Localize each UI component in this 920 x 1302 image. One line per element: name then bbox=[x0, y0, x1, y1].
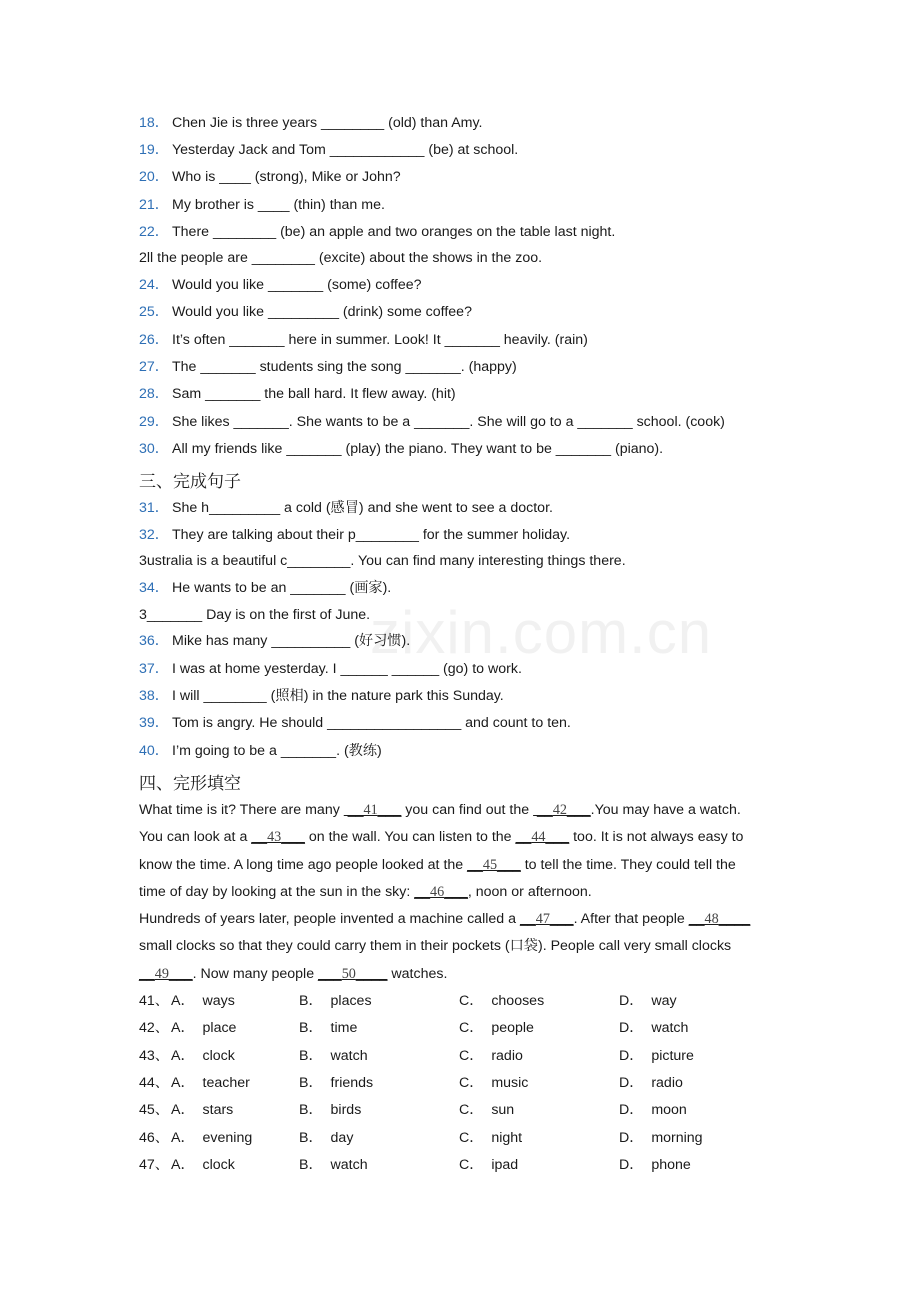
question-20: 20． Who is ____ (strong), Mike or John? bbox=[139, 169, 401, 185]
question-19: 19． Yesterday Jack and Tom ____________ (be) at school. bbox=[139, 142, 519, 158]
section-3-title: 三、完成句子 bbox=[139, 472, 241, 492]
question-30: 30． All my friends like _______ (play) the piano. They want to be _______ (piano). bbox=[139, 441, 664, 457]
question-35: 3_______ Day is on the first of June. bbox=[139, 607, 371, 623]
question-34: 34． He wants to be an _______ (画家). bbox=[139, 580, 392, 596]
question-40: 40． I’m going to be a _______. (教练) bbox=[139, 743, 382, 759]
option-row-47: 47、 A． clock B． watch C． ipad D． phone bbox=[139, 1157, 691, 1173]
question-24: 24． Would you like _______ (some) coffee? bbox=[139, 277, 422, 293]
question-37: 37． I was at home yesterday. I ______ ______ (go) to work. bbox=[139, 661, 522, 677]
question-26: 26． It’s often _______ here in summer. Look! It _______ heavily. (rain) bbox=[139, 332, 588, 348]
section-4-title: 四、完形填空 bbox=[139, 774, 241, 794]
option-row-43: 43、 A． clock B． watch C． radio D． picture bbox=[139, 1048, 694, 1064]
question-29: 29． She likes _______. She wants to be a _______. She will go to a _______ school. (cook) bbox=[139, 414, 725, 430]
question-39: 39． Tom is angry. He should _________________ and count to ten. bbox=[139, 715, 571, 731]
question-28: 28． Sam _______ the ball hard. It flew away. (hit) bbox=[139, 386, 456, 402]
question-25: 25． Would you like _________ (drink) some coffee? bbox=[139, 304, 472, 320]
passage-line-3: know the time. A long time ago people looked at the __45___ to tell the time. They could tell the bbox=[139, 857, 736, 873]
question-38: 38． I will ________ (照相) in the nature park this Sunday. bbox=[139, 688, 504, 704]
question-32: 32． They are talking about their p________ for the summer holiday. bbox=[139, 527, 571, 543]
question-18: 18． Chen Jie is three years ________ (old) than Amy. bbox=[139, 115, 483, 131]
question-27: 27． The _______ students sing the song _______. (happy) bbox=[139, 359, 517, 375]
question-31: 31． She h_________ a cold (感冒) and she went to see a doctor. bbox=[139, 500, 553, 516]
option-row-42: 42、 A． place B． time C． people D． watch bbox=[139, 1020, 689, 1036]
passage-line-4: time of day by looking at the sun in the sky: __46___, noon or afternoon. bbox=[139, 884, 592, 900]
passage-line-5: Hundreds of years later, people invented a machine called a __47___. After that people __48____ bbox=[139, 911, 751, 927]
option-row-44: 44、 A． teacher B． friends C． music D． radio bbox=[139, 1075, 683, 1091]
question-33: 3ustralia is a beautiful c________. You can find many interesting things there. bbox=[139, 553, 626, 569]
watermark: zixin.com.cn bbox=[370, 599, 713, 666]
option-row-41: 41、 A． ways B． places C． chooses D． way bbox=[139, 993, 677, 1009]
option-row-46: 46、 A． evening B． day C． night D． morning bbox=[139, 1130, 703, 1146]
question-22: 22． There ________ (be) an apple and two oranges on the table last night. bbox=[139, 224, 616, 240]
passage-line-6: small clocks so that they could carry them in their pockets (口袋). People call very small clocks bbox=[139, 938, 732, 954]
question-21: 21． My brother is ____ (thin) than me. bbox=[139, 197, 385, 213]
question-23: 2ll the people are ________ (excite) about the shows in the zoo. bbox=[139, 250, 543, 266]
passage-line-2: You can look at a __43___ on the wall. You can listen to the __44___ too. It is not always easy to bbox=[139, 829, 744, 845]
passage-line-1: What time is it? There are many __41___ you can find out the __42___.You may have a watch. bbox=[139, 802, 741, 818]
passage-line-7: __49___. Now many people ___50____ watches. bbox=[139, 966, 448, 982]
question-36: 36． Mike has many __________ (好习惯). bbox=[139, 633, 411, 649]
option-row-45: 45、 A． stars B． birds C． sun D． moon bbox=[139, 1102, 687, 1118]
